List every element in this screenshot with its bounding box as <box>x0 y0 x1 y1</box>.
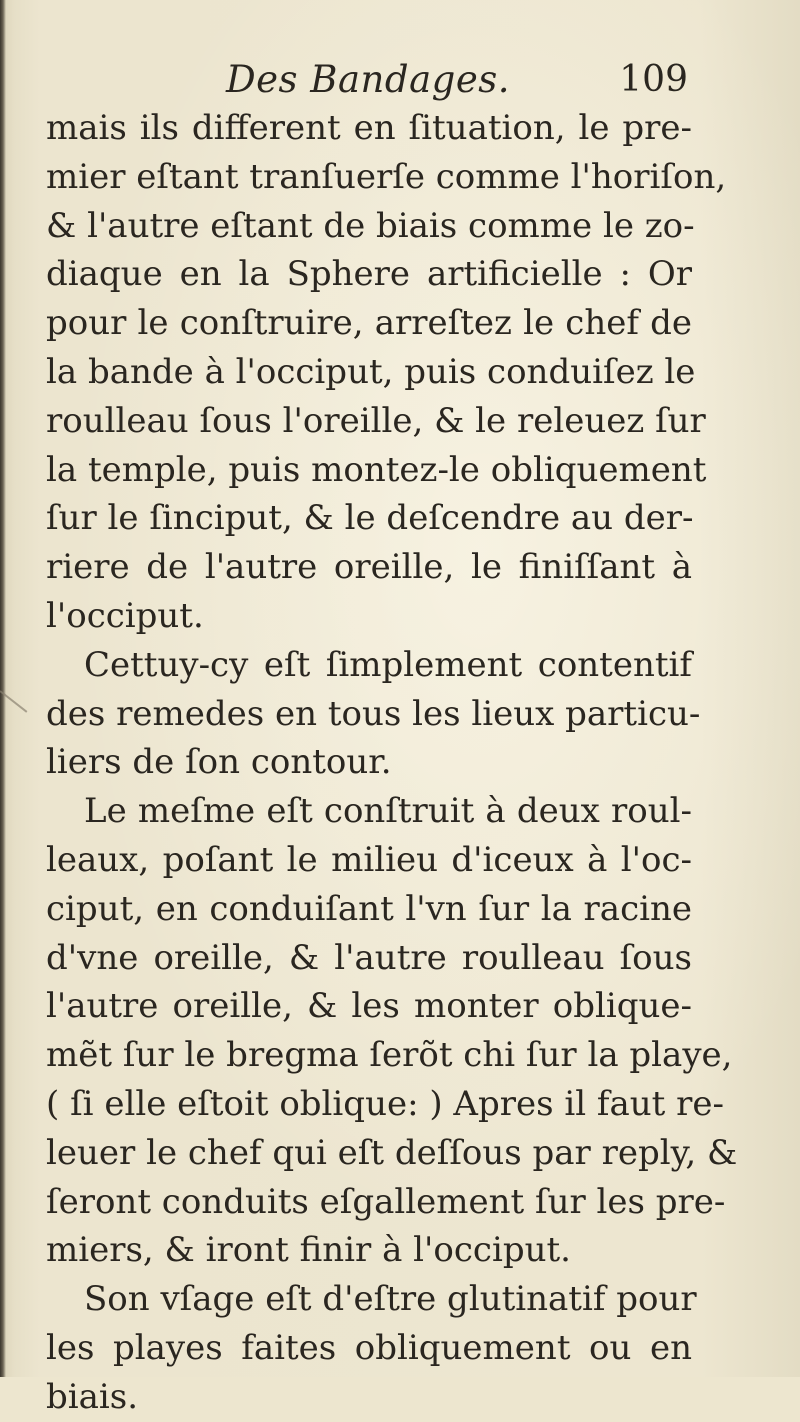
text-line: diaque en la Sphere artificielle : Or <box>46 254 692 295</box>
text-line: l'autre oreille, & les monter oblique- <box>46 986 692 1027</box>
paragraph-1 <box>46 104 727 641</box>
text-line: leaux, poſant le milieu d'iceux à l'oc- <box>46 839 692 880</box>
text-line: leuer le chef qui eſt deſſous par reply, & <box>46 1132 738 1173</box>
text-line: biais. <box>46 1376 139 1417</box>
text-line: mier eſtant tranſuerſe comme l'horiſon, <box>46 156 727 197</box>
text-line: ( ſi elle eſtoit oblique: ) Apres il faut re- <box>46 1083 725 1124</box>
text-line: riere de l'autre oreille, le finiſſant à <box>46 547 692 588</box>
text-line: roulleau ſous l'oreille, & le releuez ſur <box>46 400 706 441</box>
page-body <box>46 104 738 1422</box>
text-line: la bande à l'occiput, puis conduiſez le <box>46 351 696 392</box>
text-line: ſur le ſinciput, & le deſcendre au der- <box>46 498 694 539</box>
paragraph-2 <box>46 641 701 787</box>
text-line: Son vſage eſt d'eſtre glutinatif pour <box>84 1279 697 1320</box>
text-line: ſeront conduits eſgallement ſur les pre- <box>46 1181 726 1222</box>
paragraph-3 <box>46 787 738 1275</box>
paragraph-4 <box>46 1275 697 1421</box>
text-line: ciput, en conduiſant l'vn ſur la racine <box>46 888 692 929</box>
page-gutter-shadow <box>0 0 6 1377</box>
running-title: Des Bandages. <box>226 58 510 101</box>
text-line: Le meſme eſt conſtruit à deux roul- <box>84 791 692 832</box>
text-line: pour le conſtruire, arreſtez le chef de <box>46 303 692 344</box>
page-number: 109 <box>619 59 688 100</box>
text-line: miers, & iront finir à l'occiput. <box>46 1230 571 1271</box>
page-header <box>48 52 688 108</box>
text-line: des remedes en tous les lieux particu- <box>46 693 701 734</box>
text-line: mẽt ſur le bregma ſerõt chi ſur la playe, <box>46 1035 733 1076</box>
text-line: & l'autre eſtant de biais comme le zo- <box>46 205 695 246</box>
text-line: mais ils different en ſituation, le pre- <box>46 108 692 148</box>
text-line: Cettuy-cy eſt ſimplement contentif <box>84 644 692 685</box>
text-line: liers de ſon contour. <box>46 742 392 783</box>
text-line: d'vne oreille, & l'autre roulleau ſous <box>46 937 692 978</box>
text-line: la temple, puis montez-le obliquement <box>46 449 707 490</box>
text-line: l'occiput. <box>46 595 204 636</box>
text-line: les playes faites obliquement ou en <box>46 1327 692 1368</box>
